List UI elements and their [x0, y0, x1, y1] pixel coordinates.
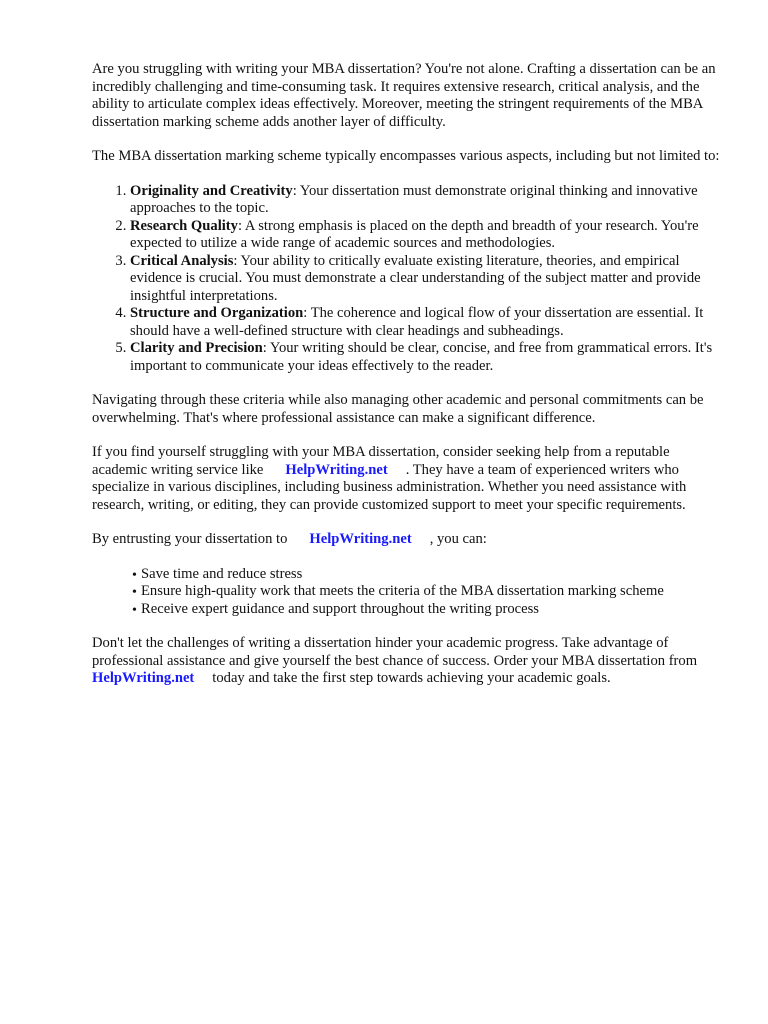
- criteria-text: : Your writing should be clear, concise, and free from grammatical errors. It's important to communicate your ideas effectively to the reader.: [130, 340, 713, 374]
- closing-text-before: Don't let the challenges of writing a dissertation hinder your academic progress. Take advantage of professional assistance and give yourself the best chance of success. Order your MBA dissertation from: [92, 635, 698, 669]
- criteria-item: [130, 183, 728, 218]
- criteria-text: : Your dissertation must demonstrate original thinking and innovative approaches to the topic.: [130, 182, 698, 216]
- criteria-item: [130, 305, 728, 340]
- entrusting-text-after: , you can:: [429, 531, 487, 547]
- intro-paragraph: Are you struggling with writing your MBA dissertation? You're not alone. Crafting a dissertation can be an incredibly challenging and time-consuming task. It requires extensive research, critical analysis, and the ability to articulate complex ideas effectively. Moreover, meeting the stringent requirements of the MBA dissertation marking scheme adds another layer of difficulty.: [92, 61, 716, 130]
- service-text-after: . They have a team of experienced writers who specialize in various disciplines, including business administration. Whether you need assistance with research, writing, or editing, they can provide customized support to meet your specific requirements.: [92, 461, 687, 513]
- service-text-before: If you find yourself struggling with your MBA dissertation, consider seeking help from a reputable academic writing service like: [92, 444, 670, 478]
- criteria-item: [130, 253, 728, 306]
- closing-paragraph: [92, 635, 728, 688]
- closing-text-after: today and take the first step towards achieving your academic goals.: [212, 670, 611, 686]
- criteria-title: Clarity and Precision: [130, 340, 263, 356]
- criteria-text: : Your ability to critically evaluate existing literature, theories, and empirical evidence is crucial. You must demonstrate a clear understanding of the subject matter and provide insightful interpretations.: [130, 252, 701, 304]
- helpwriting-link[interactable]: HelpWriting.net: [309, 531, 412, 547]
- criteria-title: Originality and Creativity: [130, 182, 293, 199]
- criteria-text: : A strong emphasis is placed on the depth and breadth of your research. You're expected to utilize a wide range of academic sources and methodologies.: [130, 217, 699, 251]
- criteria-title: Critical Analysis: [130, 252, 234, 269]
- helpwriting-link[interactable]: HelpWriting.net: [285, 461, 388, 478]
- service-paragraph: [92, 444, 728, 514]
- benefits-list: [92, 566, 728, 619]
- criteria-item: [130, 218, 728, 253]
- entrusting-text-before: By entrusting your dissertation to: [92, 531, 288, 547]
- entrusting-paragraph: [92, 531, 728, 549]
- criteria-title: Research Quality: [130, 217, 238, 234]
- navigating-paragraph: Navigating through these criteria while also managing other academic and personal commitments can be overwhelming. That's where professional assistance can make a significant difference.: [92, 392, 704, 426]
- marking-scheme-paragraph: The MBA dissertation marking scheme typically encompasses various aspects, including but not limited to:: [92, 148, 720, 164]
- criteria-title: Structure and Organization: [130, 305, 304, 321]
- benefit-item: • Save time and reduce stress: [132, 566, 728, 584]
- criteria-item: [130, 340, 728, 375]
- benefit-item: • Receive expert guidance and support throughout the writing process: [132, 601, 728, 619]
- helpwriting-link[interactable]: HelpWriting.net: [92, 670, 195, 686]
- criteria-list: [92, 183, 728, 376]
- criteria-text: : The coherence and logical flow of your dissertation are essential. It should have a well-defined structure with clear headings and subheadings.: [130, 305, 704, 339]
- benefit-item: • Ensure high-quality work that meets the criteria of the MBA dissertation marking scheme: [132, 583, 728, 601]
